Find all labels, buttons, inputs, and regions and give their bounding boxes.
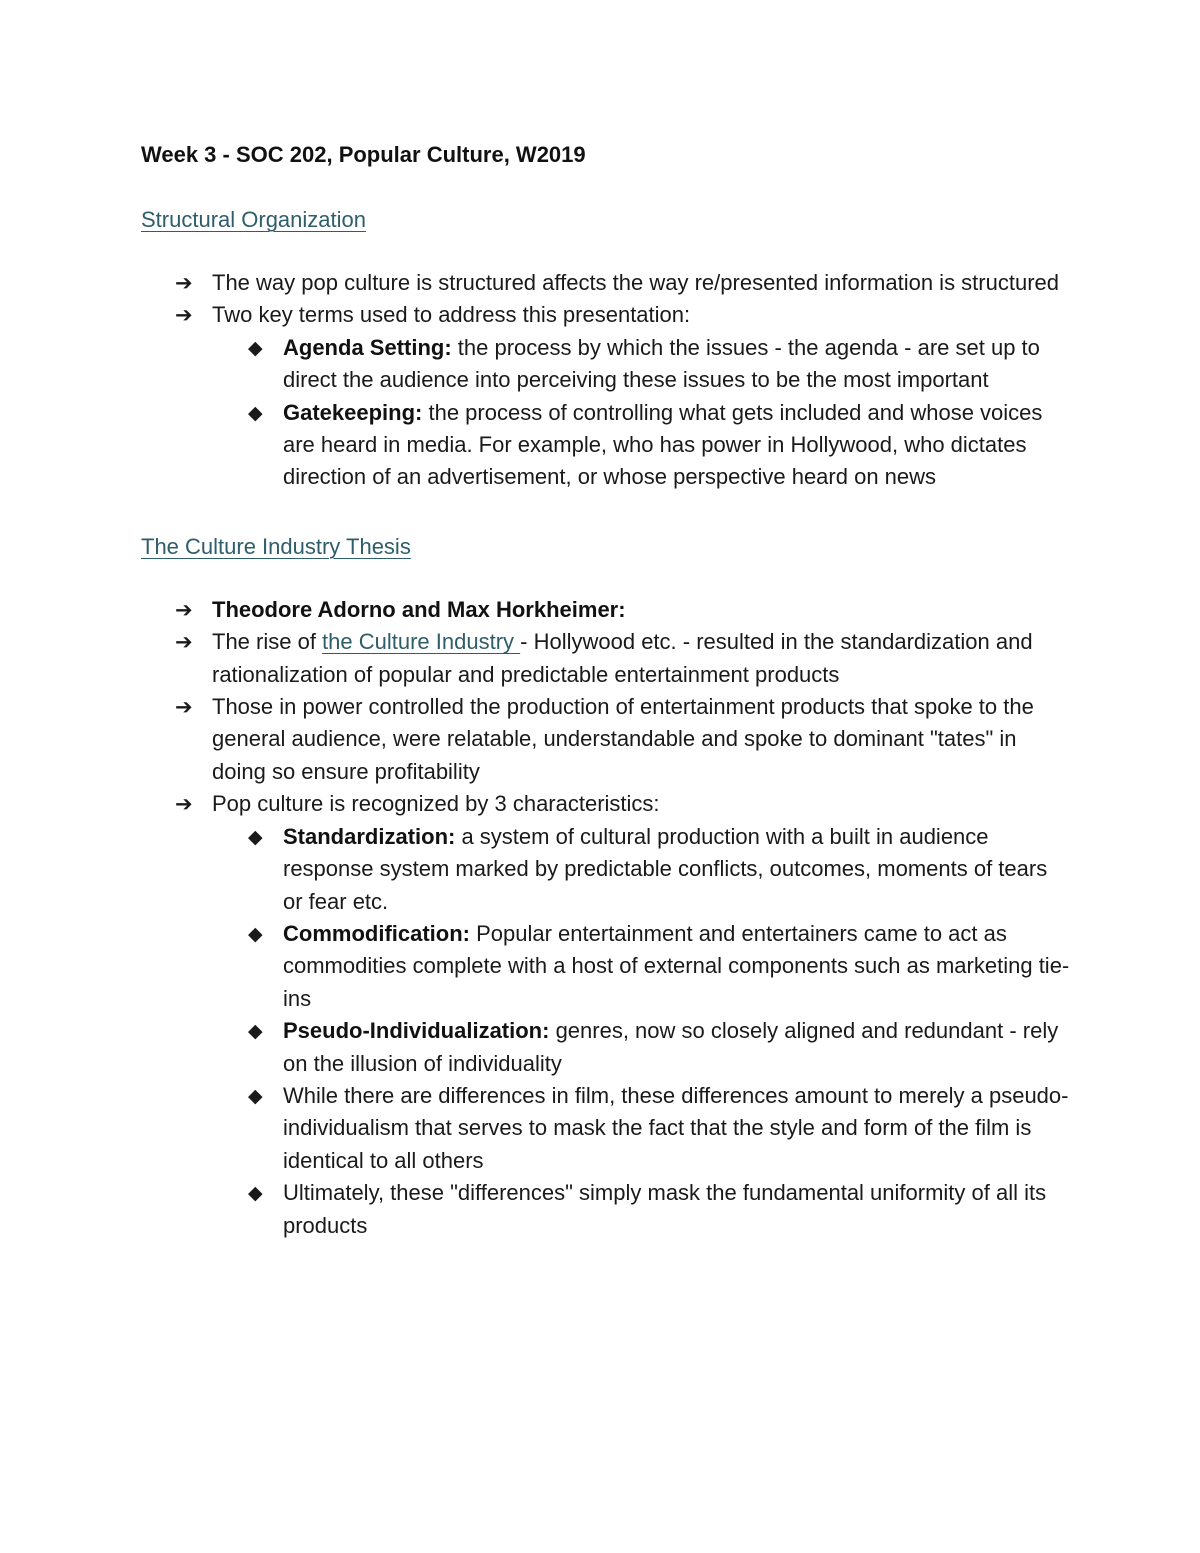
arrow-right-icon: ➔ [175, 271, 193, 295]
term-definition: Popular entertainment and entertainers came to act as commodities complete with a host of external components such as marketing tie-ins [283, 920, 1070, 1011]
sub-list-item [212, 821, 1071, 918]
list-item [141, 299, 1071, 493]
sub-bullet-list [212, 821, 1071, 1242]
term-definition: genres, now so closely aligned and redundant - rely on the illusion of individuality [283, 1018, 1059, 1076]
arrow-right-icon: ➔ [175, 695, 193, 720]
sub-list-item-text: Ultimately, these "differences" simply mask the fundamental uniformity of all its products [283, 1180, 1047, 1238]
list-item [141, 691, 1071, 788]
diamond-icon: ◆ [248, 1182, 263, 1205]
list-item-text: The way pop culture is structured affects the way re/presented information is structured [212, 270, 1059, 295]
sub-bullet-list [212, 332, 1071, 494]
bullet-list [141, 267, 1071, 494]
sub-list-item [212, 1177, 1071, 1242]
sub-list-item [212, 1080, 1071, 1177]
list-item [141, 626, 1071, 691]
list-item [141, 594, 1071, 626]
list-item-text: The rise of [212, 629, 323, 655]
arrow-right-icon: ➔ [175, 303, 193, 328]
list-item-text: Pop culture is recognized by 3 characteristics: [212, 791, 660, 817]
list-item-text: Those in power controlled the production of entertainment products that spoke to the general audience, were relatable, understandable and spoke to dominant "tates" in doing so ensure profitability [212, 694, 1034, 784]
diamond-icon: ◆ [248, 401, 263, 424]
document-body [141, 137, 1071, 1242]
diamond-icon: ◆ [248, 1020, 263, 1043]
list-item [141, 267, 1071, 299]
section-heading-structural-organization[interactable]: Structural Organization [141, 207, 366, 232]
list-item-text: Two key terms used to address this presentation: [212, 302, 691, 328]
arrow-right-icon: ➔ [175, 792, 193, 817]
term-label: Standardization: [283, 823, 456, 849]
term-definition: the process by which the issues - the agenda - are set up to direct the audience into perceiving these issues to be the most important [283, 334, 1040, 393]
diamond-icon: ◆ [248, 825, 263, 848]
diamond-icon: ◆ [248, 922, 263, 945]
term-label: Agenda Setting: [283, 334, 452, 360]
sub-list-item [212, 918, 1071, 1015]
diamond-icon: ◆ [248, 336, 263, 359]
culture-industry-link[interactable]: the Culture Industry [322, 629, 521, 655]
list-item-text: - Hollywood etc. - resulted in the standardization and rationalization of popular and predictable entertainment products [212, 629, 1033, 687]
arrow-right-icon: ➔ [175, 597, 193, 622]
sub-list-item [212, 397, 1071, 494]
term-definition: the process of controlling what gets included and whose voices are heard in media. For example, who has power in Hollywood, who dictates direction of an advertisement, or whose perspective heard on news [283, 399, 1043, 490]
term-label: Pseudo-Individualization: [283, 1018, 550, 1044]
term-definition: a system of cultural production with a built in audience response system marked by predictable conflicts, outcomes, moments of tears or fear etc. [283, 823, 1048, 914]
sub-list-item [212, 1015, 1071, 1080]
bullet-list [141, 594, 1071, 1242]
list-item-text-bold: Theodore Adorno and Max Horkheimer: [212, 596, 626, 622]
term-label: Commodification: [283, 920, 470, 946]
sub-list-item-text: While there are differences in film, these differences amount to merely a pseudo-individualism that serves to mask the fact that the style and form of the film is identical to all others [283, 1082, 1069, 1173]
section-heading-culture-industry-thesis[interactable]: The Culture Industry Thesis [141, 533, 411, 559]
document-title: Week 3 - SOC 202, Popular Culture, W2019 [141, 142, 586, 167]
arrow-right-icon: ➔ [175, 630, 193, 655]
diamond-icon: ◆ [248, 1084, 263, 1107]
list-item [141, 788, 1071, 1242]
term-label: Gatekeeping: [283, 399, 423, 425]
sub-list-item [212, 332, 1071, 397]
